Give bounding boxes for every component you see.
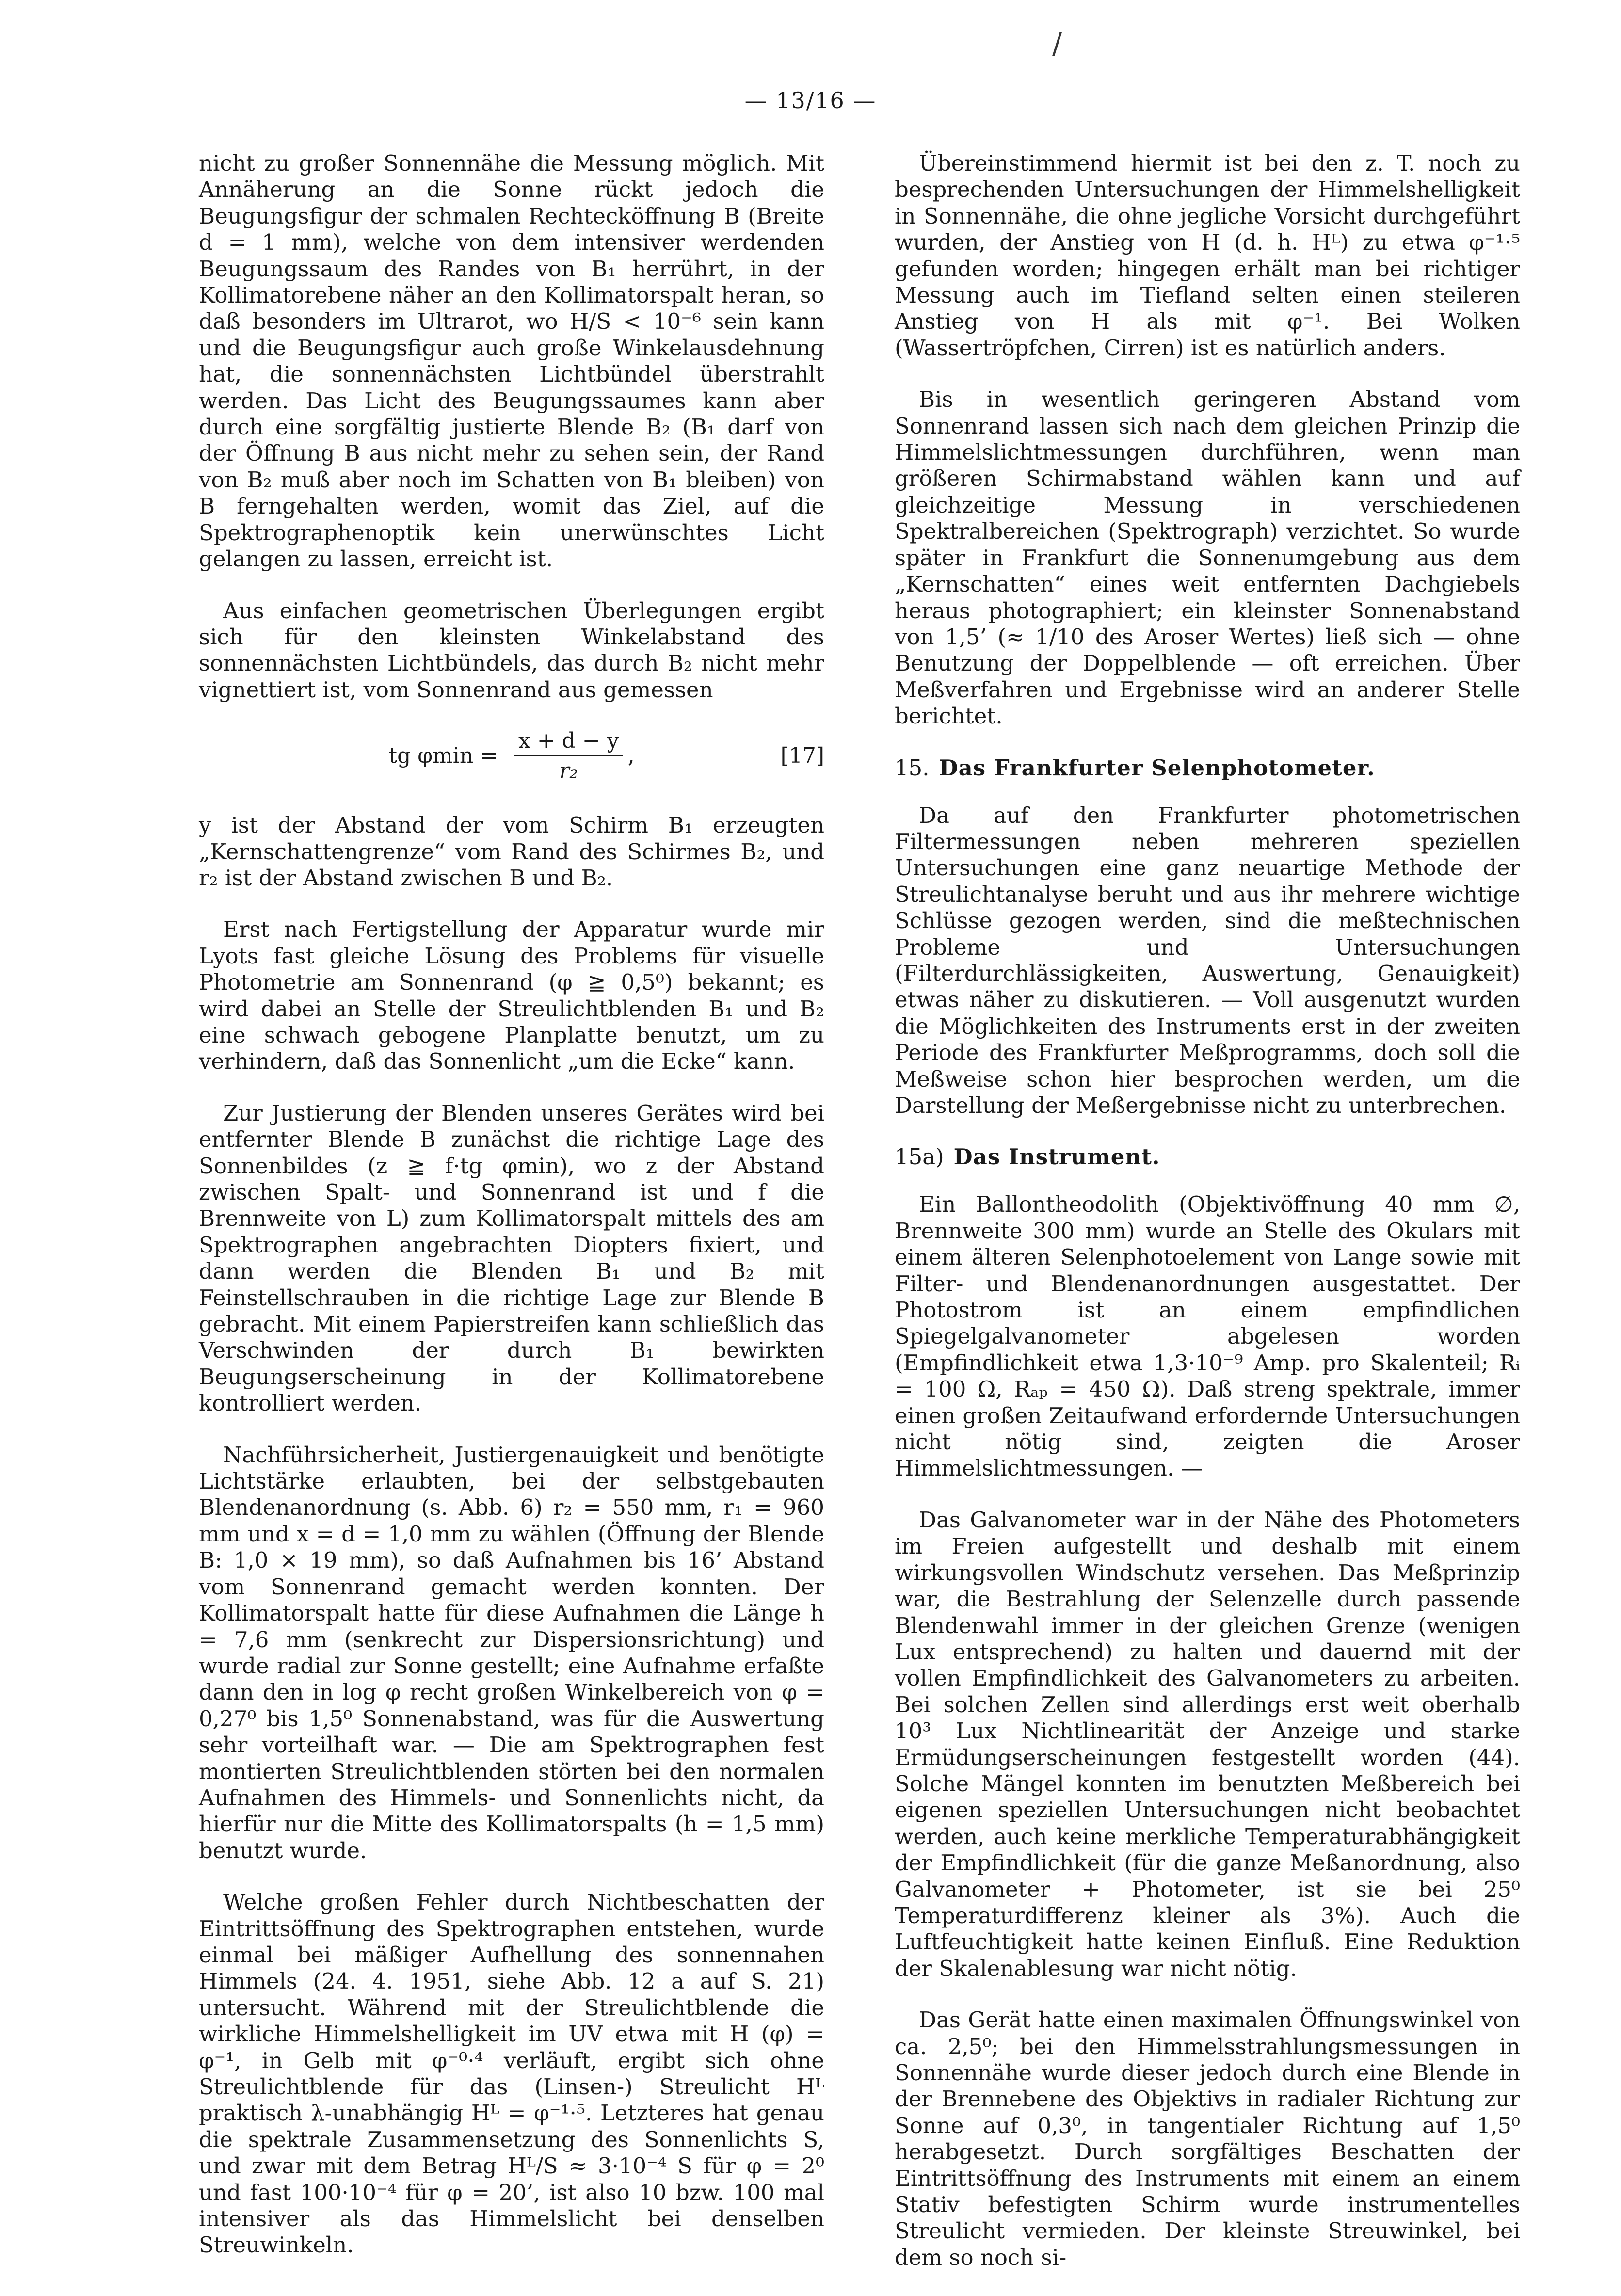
section-number: 15.: [895, 755, 930, 781]
right-paragraph-1: Übereinstimmend hiermit ist bei den z. T. noch zu besprechenden Untersuchungen der Himmelshelligkeit in Sonnennähe, die ohne jegliche Vorsicht durchgeführt wurden, der Anstieg von H (d. h. Hᴸ) zu etwa φ⁻¹·⁵ gefunden worden; hingegen erhält man bei richtiger Messung auch im Tiefland selten einen steileren Anstieg von H als mit φ⁻¹. Bei Wolken (Wassertröpfchen, Cirren) ist es natürlich anders.: [895, 150, 1520, 361]
left-paragraph-7: Welche großen Fehler durch Nichtbeschatten der Eintrittsöffnung des Spektrographen entstehen, wurde einmal bei mäßiger Aufhellung des sonnennahen Himmels (24. 4. 1951, siehe Abb. 12 a auf S. 21) untersucht. Während mit der Streulichtblende die wirkliche Himmelshelligkeit im UV etwa mit H (φ) = φ⁻¹, in Gelb mit φ⁻⁰·⁴ verläuft, ergibt sich ohne Streulichtblende für das (Linsen-) Streulicht Hᴸ praktisch λ-unabhängig Hᴸ = φ⁻¹·⁵. Letzteres hat genau die spektrale Zusammensetzung des Sonnenlichts S, und zwar mit dem Betrag Hᴸ/S ≈ 3·10⁻⁴ S für φ = 2⁰ und fast 100·10⁻⁴ für φ = 20’, ist also 10 bzw. 100 mal intensiver als das Himmelslicht bei denselben Streuwinkeln.: [199, 1889, 824, 2258]
pen-mark: /: [1052, 27, 1062, 61]
left-paragraph-4: Erst nach Fertigstellung der Apparatur wurde mir Lyots fast gleiche Lösung des Problems für visuelle Photometrie am Sonnenrand (φ ≧ 0,5⁰) bekannt; es wird dabei an Stelle der Streulichtblenden B₁ und B₂ eine schwach gebogene Planplatte benutzt, um zu verhindern, daß das Sonnenlicht „um die Ecke“ kann.: [199, 916, 824, 1075]
equation-trail: ,: [627, 743, 635, 769]
equation-numerator: x + d − y: [514, 728, 623, 756]
equation-denominator: r₂: [559, 758, 578, 784]
equation-fraction: [514, 728, 623, 783]
subsection-title: Das Instrument.: [953, 1144, 1160, 1170]
equation-lhs: tg φmin =: [388, 743, 498, 769]
equation-number: [17]: [780, 743, 824, 769]
subsection-number: 15a): [895, 1144, 944, 1170]
section-heading-15a: [895, 1144, 1520, 1170]
left-paragraph-6: Nachführsicherheit, Justiergenauigkeit und benötigte Lichtstärke erlaubten, bei der selbstgebauten Blendenanordnung (s. Abb. 6) r₂ = 550 mm, r₁ = 960 mm und x = d = 1,0 mm zu wählen (Öffnung der Blende B: 1,0 × 19 mm), so daß Aufnahmen bis 16’ Abstand vom Sonnenrand gemacht werden konnten. Der Kollimatorspalt hatte für diese Aufnahmen die Länge h = 7,6 mm (senkrecht zur Dispersionsrichtung) und wurde radial zur Sonne gestellt; eine Aufnahme erfaßte dann den in log φ recht großen Winkelbereich von φ = 0,27⁰ bis 1,5⁰ Sonnenabstand, was für die Auswertung sehr vorteilhaft war. — Die am Spektrographen fest montierten Streulichtblenden störten bei den normalen Aufnahmen des Himmels- und Sonnenlichts nicht, da hierfür nur die Mitte des Kollimatorspalts (h = 1,5 mm) benutzt wurde.: [199, 1442, 824, 1863]
left-column: [199, 150, 824, 2284]
right-paragraph-3: Da auf den Frankfurter photometrischen Filtermessungen neben mehreren speziellen Untersuchungen eine ganz neuartige Methode der Streulichtanalyse beruht und aus ihr mehrere wichtige Schlüsse gezogen werden, sind die meßtechnischen Probleme und Untersuchungen (Filterdurchlässigkeiten, Auswertung, Genauigkeit) etwas näher zu diskutieren. — Voll ausgenutzt wurden die Möglichkeiten des Instruments erst in der zweiten Periode des Frankfurter Meßprogramms, doch soll die Meßweise schon hier besprochen werden, um die Darstellung der Meßergebnisse nicht zu unterbrechen.: [895, 802, 1520, 1118]
right-column: [895, 150, 1520, 2296]
right-paragraph-4: Ein Ballontheodolith (Objektivöffnung 40 mm ∅, Brennweite 300 mm) wurde an Stelle des Okulars mit einem älteren Selenphotoelement von Lange sowie mit Filter- und Blendenanordnungen ausgestattet. Der Photostrom ist an einem empfindlichen Spiegelgalvanometer abgelesen worden (Empfindlichkeit etwa 1,3·10⁻⁹ Amp. pro Skalenteil; Rᵢ = 100 Ω, Rₐₚ = 450 Ω). Daß streng spektrale, immer einen großen Zeitaufwand erfordernde Untersuchungen nicht nötig sind, zeigten die Aroser Himmelslichtmessungen. —: [895, 1191, 1520, 1481]
equation-17: [199, 728, 824, 783]
section-title: Das Frankfurter Selenphotometer.: [939, 755, 1375, 781]
right-paragraph-2: Bis in wesentlich geringeren Abstand vom Sonnenrand lassen sich nach dem gleichen Prinzip die Himmelslichtmessungen durchführen, wenn man größeren Schirmabstand wählen kann und auf gleichzeitige Messung in verschiedenen Spektralbereichen (Spektrograph) verzichtet. So wurde später in Frankfurt die Sonnenumgebung aus dem „Kernschatten“ eines weit entfernten Dachgiebels heraus photographiert; ein kleinster Sonnenabstand von 1,5’ (≈ 1/10 des Aroser Wertes) ließ sich — ohne Benutzung der Doppelblende — oft erreichen. Über Meßverfahren und Ergebnisse wird an anderer Stelle berichtet.: [895, 386, 1520, 729]
section-heading-15: [895, 755, 1520, 781]
right-paragraph-5: Das Galvanometer war in der Nähe des Photometers im Freien aufgestellt und deshalb mit einem wirkungsvollen Windschutz versehen. Das Meßprinzip war, die Bestrahlung der Selenzelle durch passende Blendenwahl immer in der gleichen Grenze (wenigen Lux entsprechend) zu halten und dauernd mit der vollen Empfindlichkeit des Galvanometers zu arbeiten. Bei solchen Zellen sind allerdings erst weit oberhalb 10³ Lux Nichtlinearität der Anzeige und starke Ermüdungserscheinungen festgestellt worden (44). Solche Mängel konnten im benutzten Meßbereich bei eigenen speziellen Untersuchungen nicht beobachtet werden, auch keine merkliche Temperaturabhängigkeit der Empfindlichkeit (für die ganze Meßanordnung, also Galvanometer + Photometer, ist sie bei 25⁰ Temperaturdifferenz kleiner als 3%). Auch die Luftfeuchtigkeit hatte keinen Einfluß. Eine Reduktion der Skalenablesung war nicht nötig.: [895, 1507, 1520, 1981]
right-paragraph-6: Das Gerät hatte einen maximalen Öffnungswinkel von ca. 2,5⁰; bei den Himmelsstrahlungsmessungen in Sonnennähe wurde dieser jedoch durch eine Blende in der Brennebene des Objektivs in radialer Richtung zur Sonne auf 0,3⁰, in tangentialer Richtung auf 1,5⁰ herabgesetzt. Durch sorgfältiges Beschatten der Eintrittsöffnung des Instruments mit einem an einem Stativ befestigten Schirm wurde instrumentelles Streulicht vermieden. Der kleinste Streuwinkel, bei dem so noch si-: [895, 2007, 1520, 2270]
page-number: — 13/16 —: [744, 87, 877, 113]
left-paragraph-3: y ist der Abstand der vom Schirm B₁ erzeugten „Kernschattengrenze“ vom Rand des Schirmes B₂, und r₂ ist der Abstand zwischen B und B₂.: [199, 812, 824, 891]
left-paragraph-2: Aus einfachen geometrischen Überlegungen ergibt sich für den kleinsten Winkelabstand des sonnennächsten Lichtbündels, das durch B₂ nicht mehr vignettiert ist, vom Sonnenrand aus gemessen: [199, 597, 824, 703]
left-paragraph-5: Zur Justierung der Blenden unseres Gerätes wird bei entfernter Blende B zunächst die richtige Lage des Sonnenbildes (z ≧ f·tg φmin), wo z der Abstand zwischen Spalt- und Sonnenrand ist und f die Brennweite von L) zum Kollimatorspalt mittels des am Spektrographen angebrachten Diopters fixiert, und dann werden die Blenden B₁ und B₂ mit Feinstellschrauben in die richtige Lage zur Blende B gebracht. Mit einem Papierstreifen kann schließlich das Verschwinden der durch B₁ bewirkten Beugungserscheinung in der Kollimatorebene kontrolliert werden.: [199, 1100, 824, 1416]
left-paragraph-1: nicht zu großer Sonnennähe die Messung möglich. Mit Annäherung an die Sonne rückt jedoch die Beugungsfigur der schmalen Rechtecköffnung B (Breite d = 1 mm), welche von dem intensiver werdenden Beugungssaum des Randes von B₁ herrührt, in der Kollimatorebene näher an den Kollimatorspalt heran, so daß besonders im Ultrarot, wo H/S < 10⁻⁶ sein kann und die Beugungsfigur auch große Winkelausdehnung hat, die sonnennächsten Lichtbündel überstrahlt werden. Das Licht des Beugungssaumes kann aber durch eine sorgfältig justierte Blende B₂ (B₁ darf von der Öffnung B aus nicht mehr zu sehen sein, der Rand von B₂ muß aber noch im Schatten von B₁ bleiben) von B ferngehalten werden, womit das Ziel, auf die Spektrographenoptik kein unerwünschtes Licht gelangen zu lassen, erreicht ist.: [199, 150, 824, 572]
